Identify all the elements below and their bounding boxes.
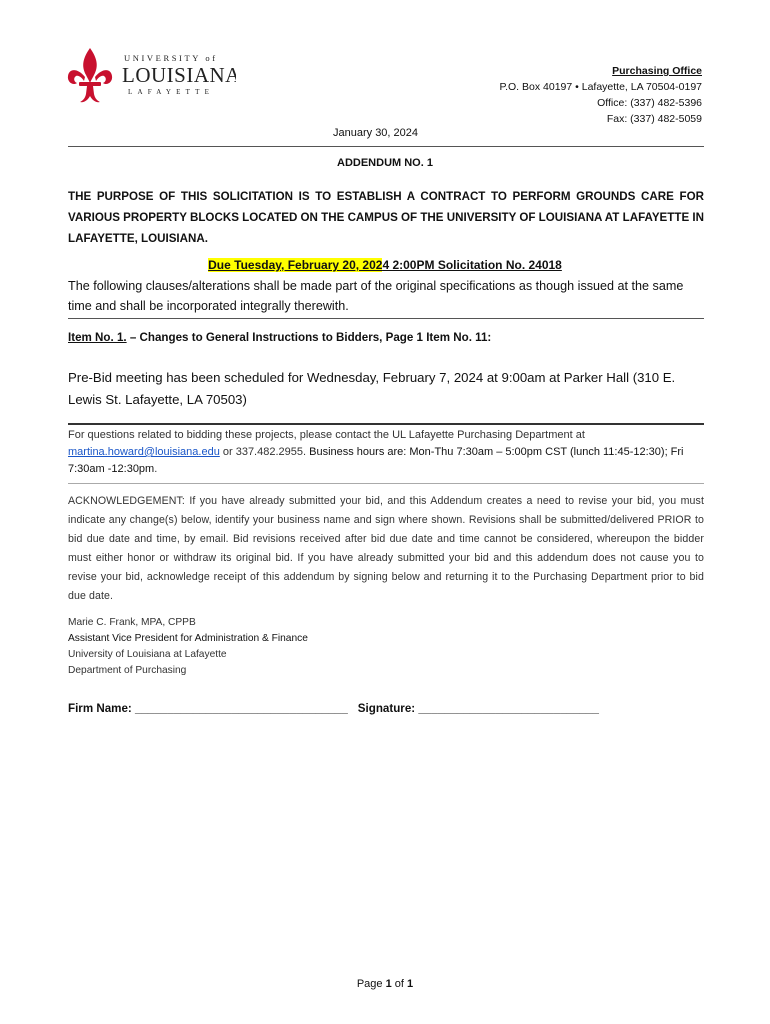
- due-date-line: [0, 258, 770, 272]
- contact-phone: or 337.482.2955.: [219, 446, 307, 458]
- office-fax: Fax: (337) 482-5059: [606, 113, 702, 125]
- signatory-department: Department of Purchasing: [68, 665, 187, 676]
- acknowledgement-text: ACKNOWLEDGEMENT: If you have already submitted your bid, and this Addendum creates a need to revise your bid, you must indicate any change(s) below, identify your business name and sign where shown. Revisions shall be submitted/delivered PRIOR to bid due date and time, by email. Bid revisions received after bid due date and time cannot be considered, whereupon the bidder must either honor or withdraw its original bid. If you have already submitted your bid and this addendum does not cause you to revise your bid, acknowledge receipt of this addendum by signing below and returning it to the Purchasing Department prior to bid due date.: [68, 495, 704, 602]
- signature-field[interactable]: Signature: ____________________________: [357, 702, 599, 715]
- logo-lafayette: LAFAYETTE: [128, 88, 215, 96]
- fleur-de-lis-icon: [66, 44, 236, 106]
- signatory-title: Assistant Vice President for Administration & Finance: [68, 633, 308, 644]
- divider: [68, 483, 704, 484]
- university-logo: [66, 44, 236, 106]
- item-title: – Changes to General Instructions to Bidders, Page 1 Item No. 11:: [126, 331, 492, 344]
- total-pages: 1: [407, 978, 414, 990]
- office-address: P.O. Box 40197 • Lafayette, LA 70504-0197: [499, 81, 702, 93]
- signature-form: [68, 702, 599, 715]
- current-page: 1: [385, 978, 392, 990]
- signatory-name: Marie C. Frank, MPA, CPPB: [68, 617, 196, 628]
- contact-email-link[interactable]: martina.howard@louisiana.edu: [68, 446, 220, 458]
- questions-contact: [68, 427, 704, 478]
- firm-name-field[interactable]: Firm Name: _________________________________: [68, 702, 348, 715]
- divider: [68, 146, 704, 147]
- item-heading: [68, 331, 491, 344]
- office-phone: Office: (337) 482-5396: [597, 97, 702, 109]
- office-title: Purchasing Office: [612, 65, 702, 77]
- divider: [68, 318, 704, 319]
- due-date-rest: 4 2:00PM Solicitation No. 24018: [382, 258, 562, 272]
- addendum-title: ADDENDUM NO. 1: [337, 157, 433, 169]
- prebid-notice: Pre-Bid meeting has been scheduled for Wednesday, February 7, 2024 at 9:00am at Parker Hall (310 E. Lewis St. Lafayette, LA 70503): [68, 370, 676, 407]
- questions-end: .: [154, 463, 158, 475]
- questions-intro: For questions related to bidding these projects, please contact the UL Lafayette Purchasing Department at: [68, 429, 585, 441]
- document-date: January 30, 2024: [333, 127, 419, 139]
- signatory-university: University of Louisiana at Lafayette: [68, 649, 227, 660]
- logo-university-of: UNIVERSITY of: [124, 53, 218, 63]
- due-date-highlight: Due Tuesday, February 20, 202: [208, 258, 383, 272]
- logo-louisiana: LOUISIANA: [122, 63, 236, 87]
- page-word: Page: [356, 978, 386, 990]
- of-word: of: [391, 978, 408, 990]
- divider: [68, 423, 704, 425]
- business-hours: Business hours are: Mon-Thu 7:30am – 5:00pm CST (lunch 11:45-12:30); Fri 7:30am -12:30pm: [68, 446, 684, 475]
- clauses-statement: The following clauses/alterations shall be made part of the original specifications as though issued at the same time and shall be incorporated integrally therewith.: [68, 279, 684, 313]
- item-number: Item No. 1.: [68, 331, 127, 344]
- page-number: [0, 978, 770, 990]
- purpose-statement: THE PURPOSE OF THIS SOLICITATION IS TO ESTABLISH A CONTRACT TO PERFORM GROUNDS CARE FOR VARIOUS PROPERTY BLOCKS LOCATED ON THE CAMPUS OF THE UNIVERSITY OF LOUISIANA AT LAFAYETTE IN LAFAYETTE, LOUISIANA.: [68, 190, 704, 245]
